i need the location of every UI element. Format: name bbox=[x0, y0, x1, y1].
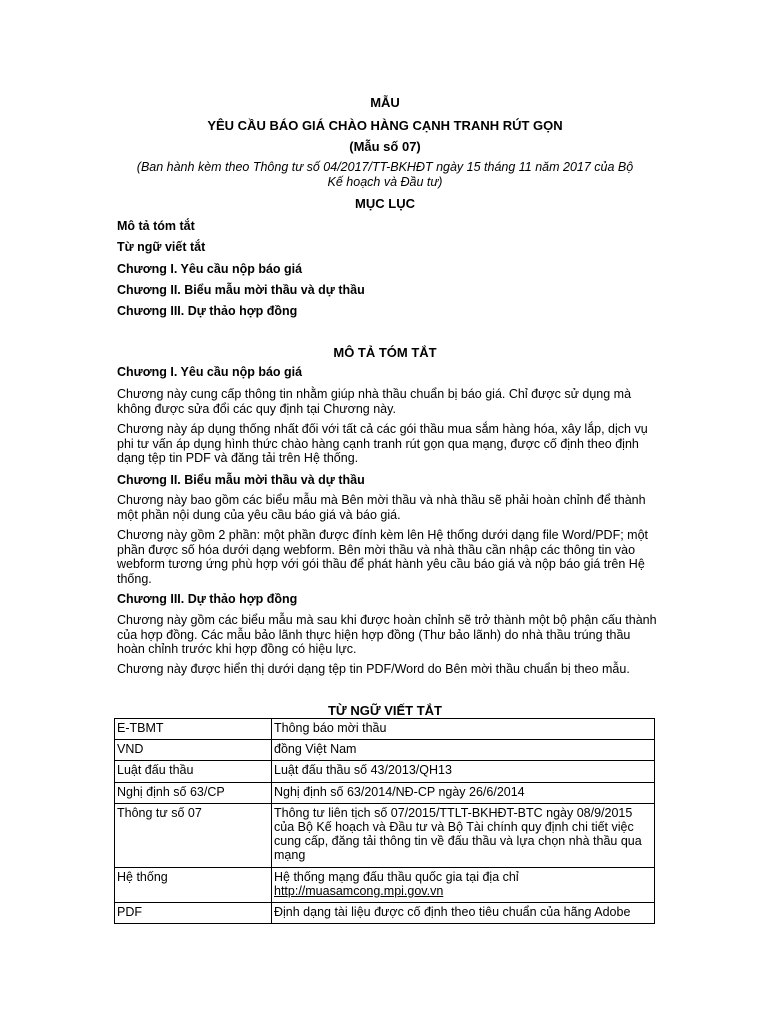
table-row bbox=[115, 761, 655, 782]
abbrev-meaning: Nghị định số 63/2014/NĐ-CP ngày 26/6/2014 bbox=[272, 782, 655, 803]
issued-line-2: Kế hoạch và Đầu tư) bbox=[327, 175, 443, 189]
chapter-1-title: Chương I. Yêu cầu nộp báo giá bbox=[117, 365, 303, 379]
table-row bbox=[115, 903, 655, 924]
table-row bbox=[115, 782, 655, 803]
issued-note bbox=[115, 160, 655, 190]
toc-item[interactable]: Chương III. Dự thảo hợp đồng bbox=[117, 304, 298, 319]
abbrev-term: Nghị định số 63/CP bbox=[115, 782, 272, 803]
chapter-1-paragraph-2: Chương này áp dụng thống nhất đối với tất cả các gói thầu mua sắm hàng hóa, xây lắp, dịch vụ phi tư vấn áp dụng hình thức chào hàng cạnh tranh rút gọn qua mạng, được cố định theo định dạng tệp tin PDF và đăng tải trên Hệ thống. bbox=[117, 422, 648, 466]
toc-heading: MỤC LỤC bbox=[355, 196, 415, 211]
abbrev-term: Luật đấu thầu bbox=[115, 761, 272, 782]
table-row bbox=[115, 719, 655, 740]
chapter-2-paragraph-1: Chương này bao gồm các biểu mẫu mà Bên mời thầu và nhà thầu sẽ phải hoàn chỉnh để thành một phần nội dung của yêu cầu báo giá và báo giá. bbox=[117, 493, 646, 522]
chapter-1-paragraph-1: Chương này cung cấp thông tin nhằm giúp nhà thầu chuẩn bị báo giá. Chỉ được sử dụng mà không được sửa đổi các quy định tại Chương này. bbox=[117, 387, 632, 416]
abbrev-meaning-cell bbox=[272, 867, 655, 902]
table-row bbox=[115, 803, 655, 867]
doc-label: MẪU bbox=[370, 95, 400, 110]
toc-item[interactable]: Mô tả tóm tắt bbox=[117, 219, 195, 233]
abbrev-meaning: Luật đấu thầu số 43/2013/QH13 bbox=[272, 761, 655, 782]
chapter-2-title: Chương II. Biểu mẫu mời thầu và dự thầu bbox=[117, 473, 365, 487]
chapter-3-title: Chương III. Dự thảo hợp đồng bbox=[117, 592, 298, 606]
chapter-3-paragraph-1: Chương này gồm các biểu mẫu mà sau khi được hoàn chỉnh sẽ trở thành một bộ phận cấu thành của hợp đồng. Các mẫu bảo lãnh thực hiện hợp đồng (Thư bảo lãnh) do nhà thầu trúng thầu hoàn chỉnh trước khi hợp đồng có hiệu lực. bbox=[117, 613, 657, 657]
abbrev-meaning: Thông báo mời thầu bbox=[272, 719, 655, 740]
abbrev-term: E-TBMT bbox=[115, 719, 272, 740]
abbrev-meaning: Hệ thống mạng đấu thầu quốc gia tại địa chỉ bbox=[274, 869, 519, 884]
toc-item[interactable]: Chương II. Biểu mẫu mời thầu và dự thầu bbox=[117, 282, 365, 297]
abbrev-term: Thông tư số 07 bbox=[115, 803, 272, 867]
table-row bbox=[115, 740, 655, 761]
toc-item[interactable]: Từ ngữ viết tắt bbox=[117, 240, 206, 255]
abbrev-term: VND bbox=[115, 740, 272, 761]
abbrev-meaning: Định dạng tài liệu được cố định theo tiêu chuẩn của hãng Adobe bbox=[272, 903, 655, 924]
form-number: (Mẫu số 07) bbox=[349, 139, 421, 154]
abbrev-table bbox=[114, 718, 655, 924]
chapter-3-paragraph-2: Chương này được hiển thị dưới dạng tệp tin PDF/Word do Bên mời thầu chuẩn bị theo mẫu. bbox=[117, 662, 630, 676]
table-row bbox=[115, 867, 655, 902]
system-url-link[interactable]: http://muasamcong.mpi.gov.vn bbox=[274, 883, 444, 898]
issued-line-1: (Ban hành kèm theo Thông tư số 04/2017/TT-BKHĐT ngày 15 tháng 11 năm 2017 của Bộ bbox=[136, 160, 634, 174]
abbrev-meaning: Thông tư liên tịch số 07/2015/TTLT-BKHĐT-BTC ngày 08/9/2015 của Bộ Kế hoạch và Đầu tư và Bộ Tài chính quy định chi tiết việc cung cấp, đăng tải thông tin về đấu thầu và lựa chọn nhà thầu qua mạng bbox=[272, 803, 655, 867]
abbrev-meaning: đồng Việt Nam bbox=[272, 740, 655, 761]
summary-heading: MÔ TẢ TÓM TẮT bbox=[333, 345, 437, 360]
abbrev-term: Hệ thống bbox=[115, 867, 272, 902]
abbrev-term: PDF bbox=[115, 903, 272, 924]
doc-title: YÊU CẦU BÁO GIÁ CHÀO HÀNG CẠNH TRANH RÚT GỌN bbox=[207, 118, 563, 133]
abbrev-heading: TỪ NGỮ VIẾT TẮT bbox=[327, 703, 442, 718]
toc-list bbox=[117, 216, 365, 322]
chapter-2-paragraph-2: Chương này gồm 2 phần: một phần được đính kèm lên Hệ thống dưới dạng file Word/PDF; một phần được số hóa dưới dạng webform. Bên mời thầu và nhà thầu cần nhập các thông tin vào webform tương ứng phù hợp với gói thầu để phát hành yêu cầu báo giá và nộp báo giá trên Hệ thống. bbox=[117, 528, 648, 586]
toc-item[interactable]: Chương I. Yêu cầu nộp báo giá bbox=[117, 261, 303, 276]
